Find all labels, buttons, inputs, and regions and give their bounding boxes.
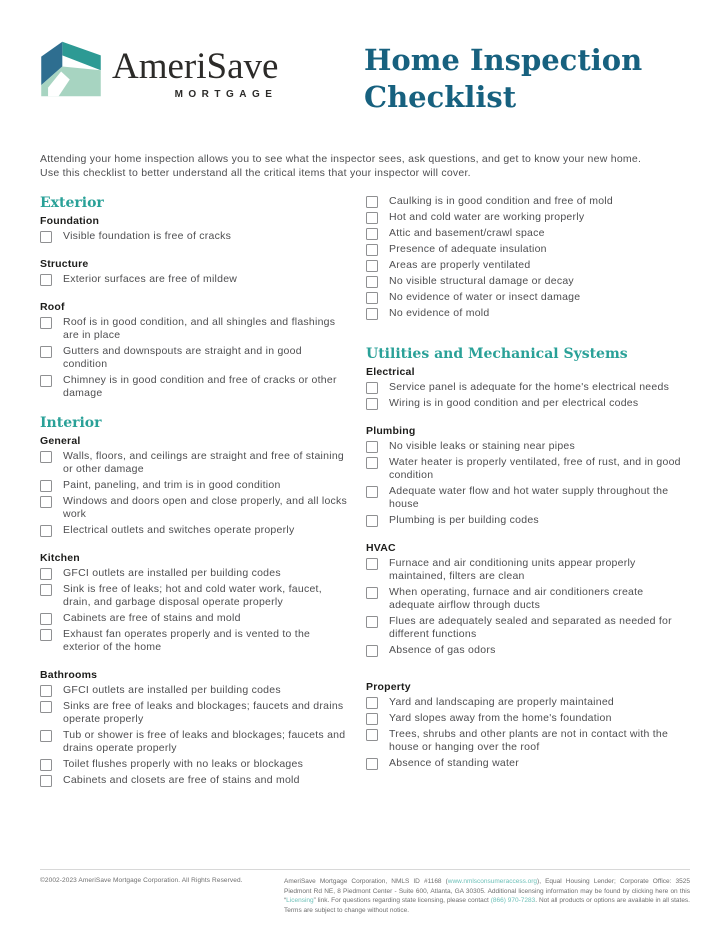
checkbox[interactable] (40, 759, 52, 771)
checklist-item-label: Exhaust fan operates properly and is vented to the exterior of the home (63, 628, 311, 654)
checklist-item (40, 700, 352, 726)
checklist-item-label: Caulking is in good condition and free of mold (389, 195, 613, 208)
group-title-structure: Structure (40, 258, 89, 271)
checklist-item-label: Sink is free of leaks; hot and cold water work, faucet, drain, and garbage disposal operate properly (63, 583, 322, 609)
checklist-item-label: Water heater is properly ventilated, free of rust, and in good condition (389, 456, 681, 482)
checklist-item (366, 712, 686, 725)
checklist-item-label: Yard slopes away from the home's foundation (389, 712, 612, 725)
checkbox[interactable] (40, 629, 52, 641)
checklist-item (366, 307, 686, 320)
group-interior-continued (366, 195, 686, 320)
checklist-item-label: Gutters and downspouts are straight and in good condition (63, 345, 302, 371)
checklist-item-label: No visible leaks or staining near pipes (389, 440, 576, 453)
footer (40, 869, 690, 915)
checkbox[interactable] (366, 558, 378, 570)
checklist-item-label: Roof is in good condition, and all shingles and flashings are in place (63, 316, 336, 342)
checklist-item-label: Plumbing is per building codes (389, 514, 539, 527)
right-column (366, 195, 686, 802)
checklist-item-label: Presence of adequate insulation (389, 243, 547, 256)
checkbox[interactable] (366, 587, 378, 599)
checkbox[interactable] (40, 525, 52, 537)
checklist-item (366, 291, 686, 304)
checkbox[interactable] (40, 730, 52, 742)
page-title-line1: Home Inspection (364, 43, 643, 77)
checklist-item (366, 456, 686, 482)
checkbox[interactable] (40, 701, 52, 713)
checklist-item (40, 758, 352, 771)
checklist-item-label: Toilet flushes properly with no leaks or blockages (63, 758, 304, 771)
checklist-item (366, 440, 686, 453)
checklist-item-label: Walls, floors, and ceilings are straight and free of staining or other damage (63, 450, 344, 476)
checklist-item (366, 757, 686, 770)
checklist-item-label: Service panel is adequate for the home's electrical needs (389, 381, 670, 394)
legal-text-part1: AmeriSave Mortgage Corporation, NMLS ID #1168 ( (284, 878, 448, 885)
logo-text (112, 40, 278, 100)
checklist-item-label: Adequate water flow and hot water supply throughout the house (389, 485, 669, 511)
checklist-item-label: Paint, paneling, and trim is in good condition (63, 479, 281, 492)
checklist-item-label: Cabinets are free of stains and mold (63, 612, 241, 625)
checklist-item (366, 615, 686, 641)
checkbox[interactable] (366, 292, 378, 304)
checklist-item-label: Furnace and air conditioning units appear properly maintained, filters are clean (389, 557, 636, 583)
checklist-item-label: Trees, shrubs and other plants are not in contact with the house or hanging over the roof (389, 728, 669, 754)
checklist-item (366, 275, 686, 288)
left-column (40, 195, 352, 802)
checklist-item-label: Attic and basement/crawl space (389, 227, 545, 240)
checklist-item-label: GFCI outlets are installed per building codes (63, 567, 281, 580)
group-title-kitchen: Kitchen (40, 552, 80, 565)
checkbox[interactable] (366, 260, 378, 272)
checkbox[interactable] (366, 398, 378, 410)
group-title-general: General (40, 435, 81, 448)
amerisave-logo (40, 40, 278, 100)
checklist-item (40, 567, 352, 580)
checkbox[interactable] (366, 697, 378, 709)
checklist-item (366, 644, 686, 657)
group-title-bathrooms: Bathrooms (40, 669, 98, 682)
amerisave-logo-icon (40, 40, 102, 98)
checkbox[interactable] (40, 496, 52, 508)
checkbox[interactable] (40, 584, 52, 596)
checkbox[interactable] (40, 451, 52, 463)
legal-text-part4: . Not all products or options are available in all states. Terms are subject to change without notice. (284, 897, 690, 914)
licensing-link[interactable]: Licensing (286, 897, 314, 904)
checklist-item (366, 381, 686, 394)
checklist-item (40, 583, 352, 609)
group-title-hvac: HVAC (366, 542, 396, 555)
checklist-item-label: GFCI outlets are installed per building codes (63, 684, 281, 697)
checklist-columns (40, 195, 686, 802)
section-heading-exterior: Exterior (40, 195, 104, 212)
checkbox[interactable] (366, 616, 378, 628)
copyright-text: ©2002-2023 AmeriSave Mortgage Corporation. All Rights Reserved. (40, 877, 243, 884)
checklist-item-label: No evidence of mold (389, 307, 490, 320)
checklist-item-label: Areas are properly ventilated (389, 259, 531, 272)
checkbox[interactable] (366, 713, 378, 725)
checkbox[interactable] (366, 276, 378, 288)
checklist-item-label: Hot and cold water are working properly (389, 211, 585, 224)
checklist-item (40, 479, 352, 492)
group-hvac (366, 542, 686, 657)
checklist-item (40, 316, 352, 342)
nmls-consumer-access-link[interactable]: www.nmlsconsumeraccess.org (447, 878, 538, 885)
checkbox[interactable] (366, 758, 378, 770)
checkbox[interactable] (366, 515, 378, 527)
checkbox[interactable] (40, 274, 52, 286)
checklist-item (366, 557, 686, 583)
legal-text-part3: ” link. For questions regarding state licensing, please contact (313, 897, 491, 904)
checkbox[interactable] (40, 480, 52, 492)
group-roof (40, 301, 352, 400)
group-title-plumbing: Plumbing (366, 425, 416, 438)
checklist-item-label: Cabinets and closets are free of stains and mold (63, 774, 300, 787)
checkbox[interactable] (366, 212, 378, 224)
checkbox[interactable] (40, 375, 52, 387)
intro-paragraph: Attending your home inspection allows you to see what the inspector sees, ask questions, and get to know your new home. Use this checklist to better understand all the critical items that your inspector will cover. (40, 153, 642, 180)
checkbox[interactable] (366, 228, 378, 240)
legal-text (284, 877, 690, 915)
group-title-foundation: Foundation (40, 215, 100, 228)
checklist-item (366, 397, 686, 410)
checkbox[interactable] (366, 196, 378, 208)
checkbox[interactable] (40, 231, 52, 243)
checkbox[interactable] (366, 244, 378, 256)
checkbox[interactable] (40, 613, 52, 625)
checkbox[interactable] (366, 441, 378, 453)
checklist-item (40, 374, 352, 400)
section-heading-interior: Interior (40, 415, 102, 432)
checkbox[interactable] (366, 382, 378, 394)
checklist-item (40, 450, 352, 476)
checklist-item-label: Electrical outlets and switches operate properly (63, 524, 295, 537)
section-heading-utilities: Utilities and Mechanical Systems (366, 346, 628, 363)
checkbox[interactable] (40, 346, 52, 358)
checklist-item-label: Flues are adequately sealed and separated as needed for different functions (389, 615, 672, 641)
logo-tagline: MORTGAGE (174, 89, 278, 100)
checklist-item (366, 227, 686, 240)
header (40, 40, 686, 116)
group-title-property: Property (366, 681, 411, 694)
checklist-item (40, 774, 352, 787)
phone-link[interactable]: (866) 970-7283 (490, 897, 536, 904)
checklist-item (366, 696, 686, 709)
checklist-item-label: No evidence of water or insect damage (389, 291, 581, 304)
group-property (366, 681, 686, 770)
checklist-item (366, 211, 686, 224)
checklist-item-label: Visible foundation is free of cracks (63, 230, 232, 243)
checkbox[interactable] (366, 486, 378, 498)
group-kitchen (40, 552, 352, 654)
checklist-item-label: Absence of gas odors (389, 644, 496, 657)
checklist-item-label: Sinks are free of leaks and blockages; faucets and drains operate properly (63, 700, 344, 726)
checklist-item-label: When operating, furnace and air conditioners create adequate airflow through ducts (389, 586, 644, 612)
checklist-item (366, 195, 686, 208)
checklist-item (366, 259, 686, 272)
legal-text-part2: ), Equal Housing Lender; Corporate Office: 3525 Piedmont Rd NE, 8 Piedmont Center - Suite 600, Atlanta, GA 30305. Additional licensing information may be found by clicking here on this “ (284, 878, 691, 904)
checklist-item-label: Chimney is in good condition and free of cracks or other damage (63, 374, 337, 400)
checkbox[interactable] (366, 729, 378, 741)
checklist-item-label: Exterior surfaces are free of mildew (63, 273, 238, 286)
group-electrical (366, 366, 686, 410)
checkbox[interactable] (40, 317, 52, 329)
checklist-item (366, 586, 686, 612)
checkbox[interactable] (40, 775, 52, 787)
group-plumbing (366, 425, 686, 527)
group-structure (40, 258, 352, 286)
group-bathrooms (40, 669, 352, 787)
checklist-item (40, 684, 352, 697)
checklist-item-label: No visible structural damage or decay (389, 275, 574, 288)
checklist-item (40, 495, 352, 521)
checklist-item (40, 612, 352, 625)
checklist-item (40, 273, 352, 286)
checklist-item-label: Absence of standing water (389, 757, 519, 770)
page-title (364, 42, 686, 116)
group-title-roof: Roof (40, 301, 65, 314)
checklist-item (40, 230, 352, 243)
checkbox[interactable] (366, 457, 378, 469)
checklist-item (40, 628, 352, 654)
checkbox[interactable] (40, 568, 52, 580)
checklist-item (40, 729, 352, 755)
checklist-item (366, 243, 686, 256)
group-general (40, 435, 352, 537)
checkbox[interactable] (366, 308, 378, 320)
checklist-item (40, 524, 352, 537)
group-foundation (40, 215, 352, 243)
checklist-item (366, 485, 686, 511)
logo-brand-text: AmeriSave (112, 46, 279, 87)
checklist-item (366, 728, 686, 754)
page-title-line2: Checklist (364, 80, 517, 115)
checkbox[interactable] (366, 645, 378, 657)
checklist-item-label: Windows and doors open and close properly, and all locks work (63, 495, 348, 521)
checklist-item (40, 345, 352, 371)
group-title-electrical: Electrical (366, 366, 415, 379)
checklist-item (366, 514, 686, 527)
checklist-item-label: Yard and landscaping are properly maintained (389, 696, 615, 709)
checklist-item-label: Tub or shower is free of leaks and blockages; faucets and drains operate properly (63, 729, 346, 755)
checkbox[interactable] (40, 685, 52, 697)
checklist-item-label: Wiring is in good condition and per electrical codes (389, 397, 639, 410)
